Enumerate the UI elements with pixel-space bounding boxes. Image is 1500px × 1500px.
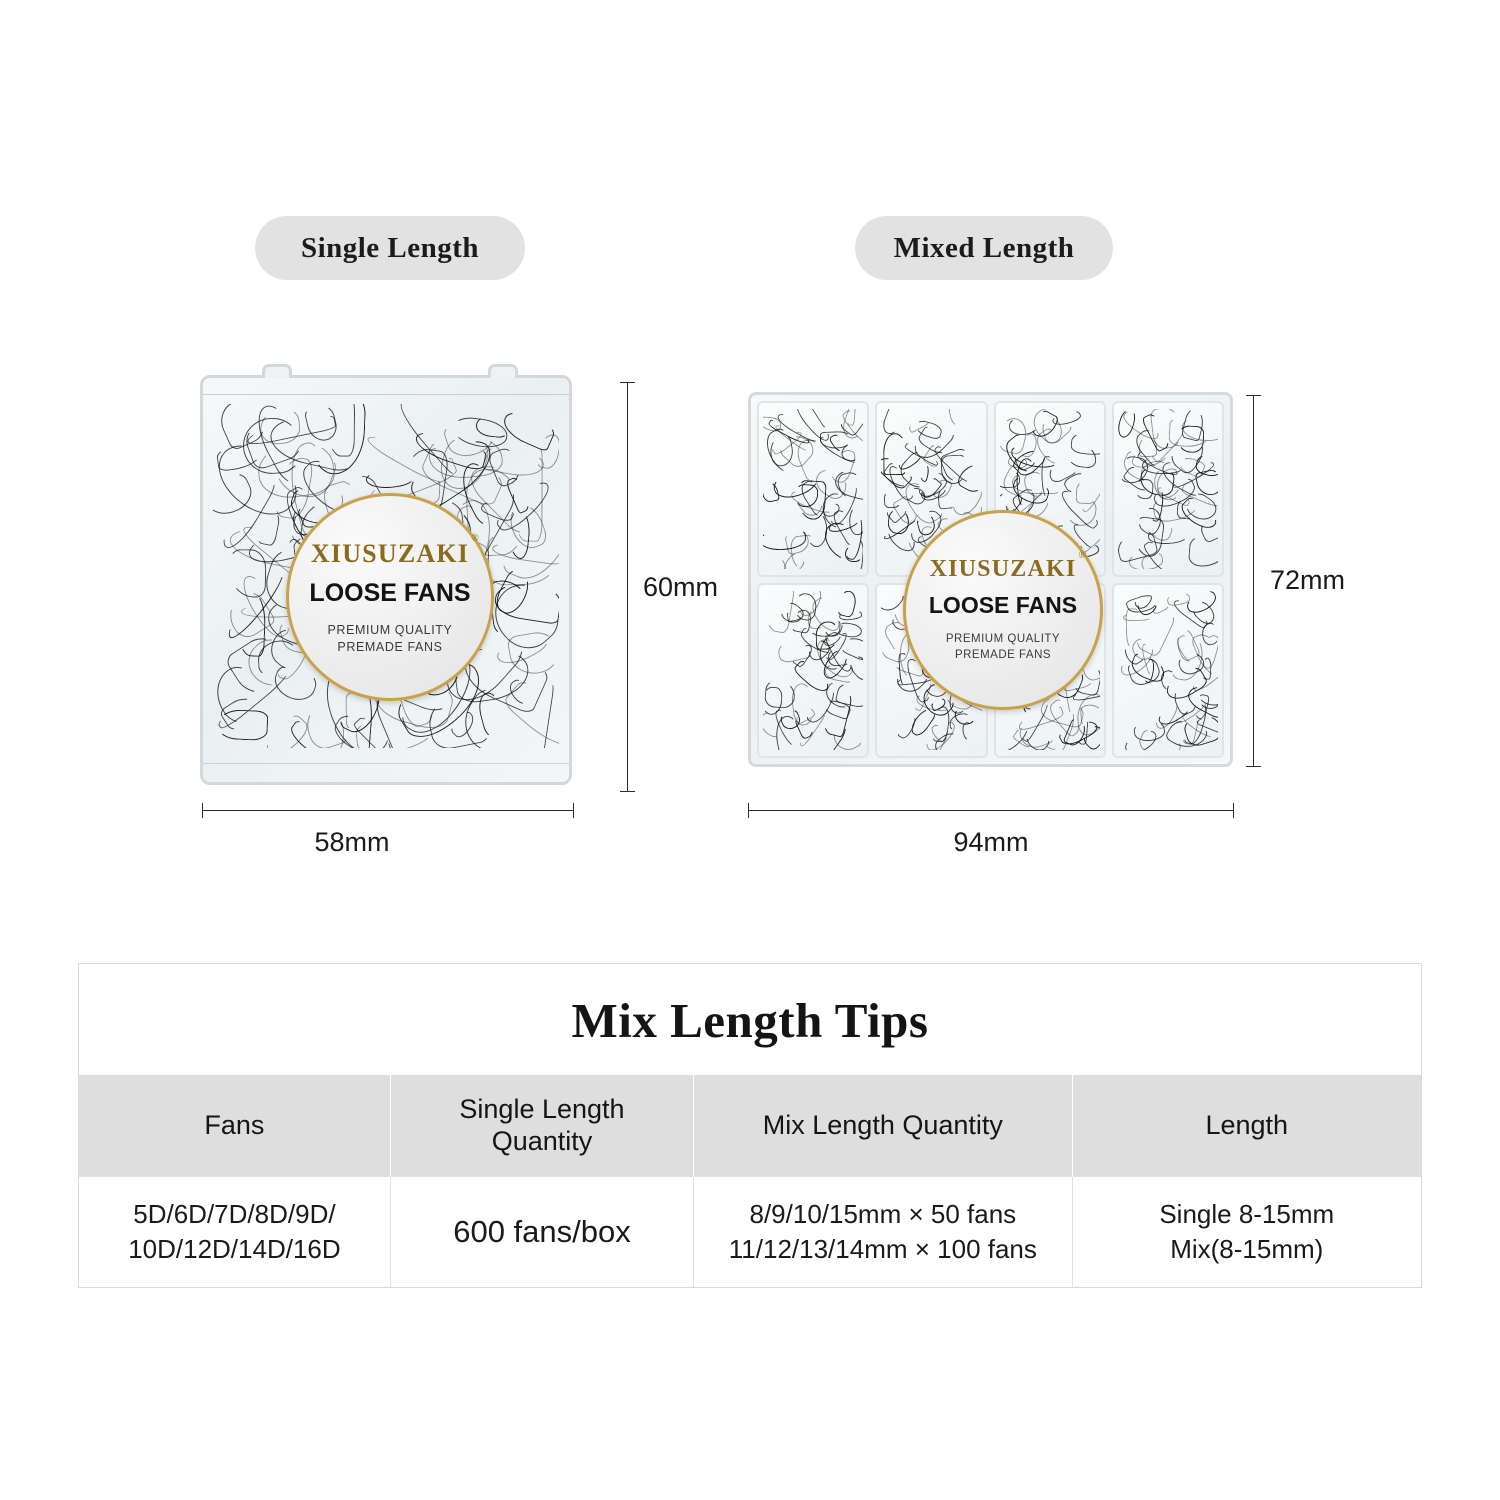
table-row (79, 1176, 1421, 1287)
cell-length-line2: Mix(8-15mm) (1170, 1233, 1324, 1264)
sticker-product-title: LOOSE FANS (309, 578, 471, 607)
brand-sticker (286, 493, 494, 701)
sticker-product-title: LOOSE FANS (928, 592, 1078, 619)
case-hinge-tab-right (488, 364, 518, 378)
dimension-label-single-width: 58mm (314, 827, 390, 857)
sticker-subtitle-line1: PREMIUM QUALITY (945, 633, 1061, 646)
brand-name: XIUSUZAKI ® (929, 550, 1088, 583)
sticker-subtitle-line2: PREMADE FANS (337, 639, 443, 654)
dimension-label-mixed-height: 72mm (1270, 565, 1346, 595)
dimension-line-mixed-height (1253, 395, 1254, 767)
cell-mix-quantity-line2: 11/12/13/14mm × 100 fans (728, 1233, 1037, 1264)
dimension-label-single-height: 60mm (643, 572, 719, 602)
column-header-line2: Quantity (491, 1126, 593, 1157)
column-header-line1: Single Length (459, 1094, 625, 1124)
single-length-case-photo (200, 375, 572, 785)
brand-name: XIUSUZAKI ® (310, 532, 481, 568)
cell-mix-quantity (694, 1176, 1072, 1287)
label-single-length: Single Length (255, 216, 525, 280)
case-hinge-tab-left (262, 364, 292, 378)
cell-fans-line1: 5D/6D/7D/8D/9D/ (133, 1198, 336, 1229)
loose-fans-lashes (1118, 591, 1218, 751)
registered-trademark-icon: ® (1078, 550, 1088, 562)
specs-table (79, 1075, 1421, 1287)
label-mixed-length: Mixed Length (855, 216, 1113, 280)
mixed-length-case-photo (748, 392, 1233, 767)
cell-mix-quantity-line1: 8/9/10/15mm × 50 fans (749, 1198, 1017, 1229)
dimension-line-single-height (627, 382, 628, 792)
cell-length-line1: Single 8-15mm (1159, 1198, 1335, 1229)
brand-sticker (903, 510, 1103, 710)
mix-length-tips-table (78, 963, 1422, 1288)
loose-fans-lashes (763, 591, 863, 751)
loose-fans-lashes (1118, 409, 1218, 569)
column-header-mix-length-quantity: Mix Length Quantity (694, 1075, 1072, 1176)
compartment (757, 583, 869, 759)
sticker-subtitle-line1: PREMIUM QUALITY (327, 622, 453, 637)
cell-fans-line2: 10D/12D/14D/16D (128, 1233, 341, 1264)
dimension-line-mixed-width (748, 810, 1234, 811)
sticker-subtitle-line2: PREMADE FANS (954, 649, 1052, 661)
cell-single-quantity: 600 fans/box (390, 1176, 693, 1287)
cell-length (1072, 1176, 1421, 1287)
dimension-line-single-width (202, 810, 574, 811)
compartment (757, 401, 869, 577)
compartment (1112, 401, 1224, 577)
column-header-length: Length (1072, 1075, 1421, 1176)
loose-fans-lashes (763, 409, 863, 569)
column-header-fans: Fans (79, 1075, 390, 1176)
cell-fans (79, 1176, 390, 1287)
column-header-single-length-quantity (390, 1075, 693, 1176)
dimension-label-mixed-width: 94mm (953, 827, 1029, 857)
table-title: Mix Length Tips (571, 993, 929, 1048)
registered-trademark-icon: ® (471, 532, 481, 544)
table-header-row (79, 1075, 1421, 1176)
compartment (1112, 583, 1224, 759)
